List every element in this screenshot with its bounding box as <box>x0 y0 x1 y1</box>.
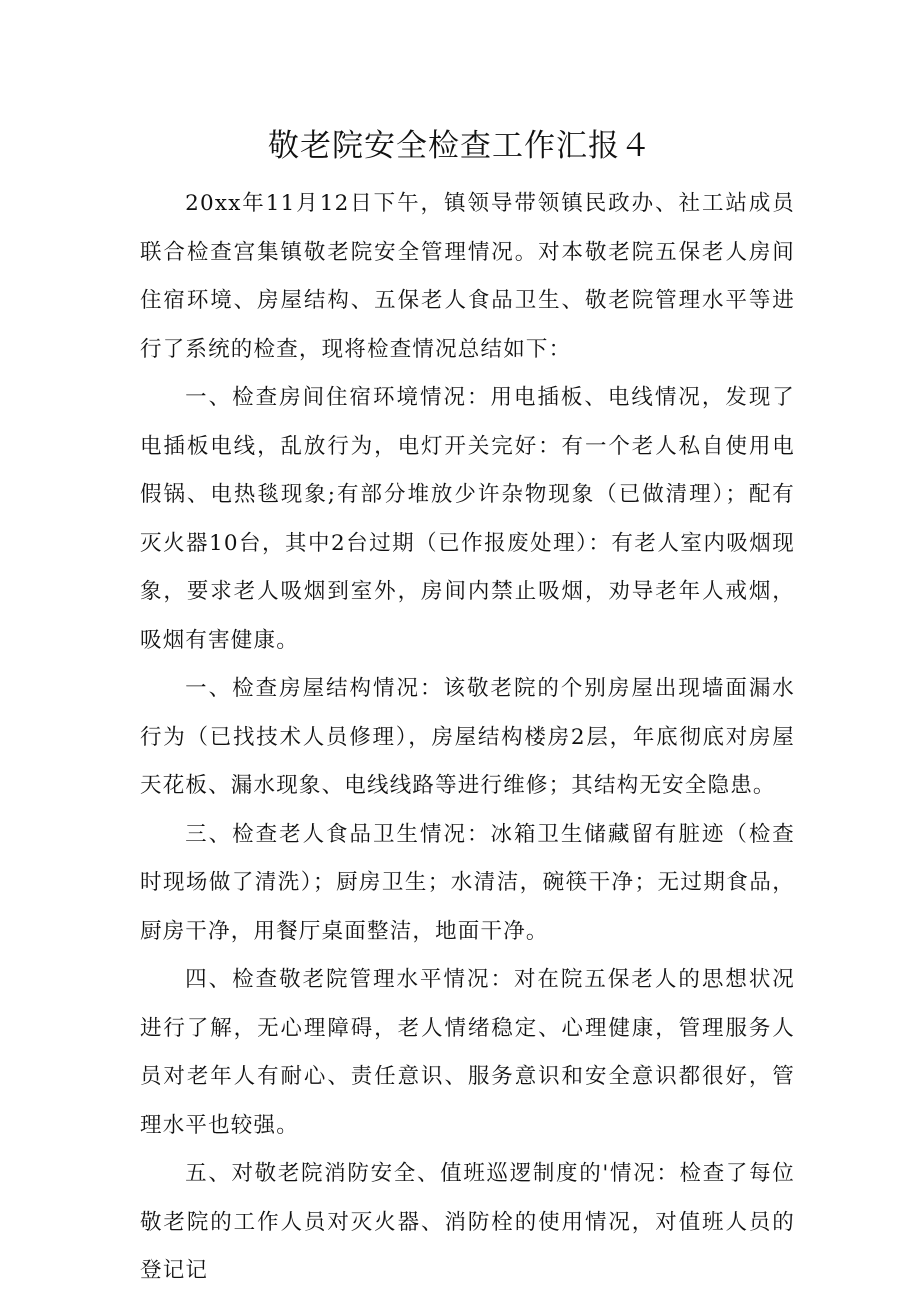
paragraph-fire-safety: 五、对敬老院消防安全、值班巡逻制度的'情况：检查了每位敬老院的工作人员对灭火器、消防栓的使用情况，对值班人员的登记记 <box>140 1161 795 1283</box>
paragraph-food-hygiene: 三、检查老人食品卫生情况：冰箱卫生储藏留有脏迹（检查时现场做了清洗）；厨房卫生；水清洁，碗筷干净；无过期食品，厨房干净，用餐厅桌面整洁，地面干净。 <box>140 821 795 944</box>
paragraph-intro: 20xx年11月12日下午，镇领导带领镇民政办、社工站成员联合检查宫集镇敬老院安全管理情况。对本敬老院五保老人房间住宿环境、房屋结构、五保老人食品卫生、敬老院管理水平等进行了系统的检查，现将检查情况总结如下： <box>140 191 795 362</box>
paragraph-building-structure: 一、检查房屋结构情况：该敬老院的个别房屋出现墙面漏水行为（已找技术人员修理），房屋结构楼房2层，年底彻底对房屋天花板、漏水现象、电线线路等进行维修；其结构无安全隐患。 <box>140 676 795 798</box>
paragraph-room-environment: 一、检查房间住宿环境情况：用电插板、电线情况，发现了电插板电线，乱放行为，电灯开关完好：有一个老人私自使用电假锅、电热毯现象;有部分堆放少许杂物现象（已做清理）；配有灭火器10台，其中2台过期（已作报废处理）：有老人室内吸烟现象，要求老人吸烟到室外，房间内禁止吸烟，劝导老年人戒烟，吸烟有害健康。 <box>140 385 795 653</box>
paragraph-management-level: 四、检查敬老院管理水平情况：对在院五保老人的思想状况进行了解，无心理障碍，老人情绪稳定、心理健康，管理服务人员对老年人有耐心、责任意识、服务意识和安全意识都很好，管理水平也较强。 <box>140 967 795 1138</box>
document-title: 敬老院安全检查工作汇报４ <box>268 128 652 164</box>
document-body <box>140 180 795 1296</box>
